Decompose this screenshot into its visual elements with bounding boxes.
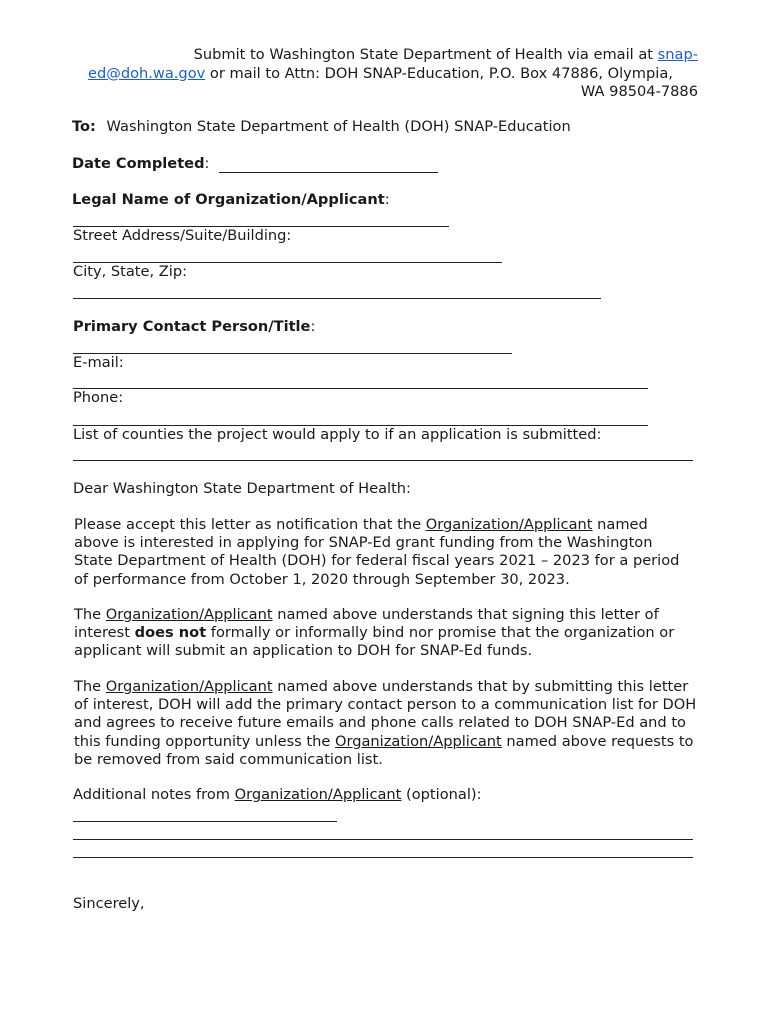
colon: : xyxy=(204,155,210,172)
colon: : xyxy=(310,318,316,335)
date-completed-label-row xyxy=(72,155,209,172)
paragraph-1 xyxy=(74,516,684,589)
to-label: To: xyxy=(72,118,96,135)
city-label: City, State, Zip: xyxy=(73,263,188,280)
notes-text-b: (optional): xyxy=(401,786,482,803)
notes-field-line-3[interactable] xyxy=(73,857,693,858)
email-link-part1[interactable]: snap- xyxy=(657,46,698,63)
mail-address-text: or mail to Attn: DOH SNAP-Education, P.O. Box 47886, Olympia, xyxy=(205,64,673,82)
counties-field[interactable] xyxy=(73,460,693,461)
primary-contact-label-row xyxy=(73,318,315,335)
paragraph-3 xyxy=(74,678,704,769)
counties-label: List of counties the project would apply to if an application is submitted: xyxy=(73,426,602,443)
notes-text-a: Additional notes from xyxy=(73,786,235,803)
p3-text-b: named above understands that by submitting this letter of interest, DOH will add the primary contact person to a communication list for DOH and agrees to receive future emails and phone calls related to DOH SNAP-Ed and to this funding opportunity unless the xyxy=(74,678,697,750)
to-value: Washington State Department of Health (DOH) SNAP-Education xyxy=(106,118,571,135)
date-completed-field[interactable] xyxy=(219,172,438,173)
salutation: Dear Washington State Department of Health: xyxy=(73,480,411,497)
email-field[interactable] xyxy=(73,388,648,389)
notes-field-line-1[interactable] xyxy=(73,821,337,822)
p1-text-b: named above is interested in applying for SNAP-Ed grant funding from the Washington State Department of Health (DOH) for federal fiscal years 2021 – 2023 for a period of performance from October 1, 2020 through September 30, 2023. xyxy=(74,516,680,588)
p2-text-a: The xyxy=(74,606,106,623)
p1-text-a: Please accept this letter as notification that the xyxy=(74,516,426,533)
org-ref: Organization/Applicant xyxy=(105,606,273,623)
p2-text-c: formally or informally bind nor promise that the organization or applicant will submit an application to DOH for SNAP-Ed funds. xyxy=(74,624,675,660)
date-completed-label: Date Completed xyxy=(72,155,205,172)
street-label: Street Address/Suite/Building: xyxy=(73,227,292,244)
legal-name-label-row xyxy=(72,191,390,208)
email-link[interactable]: ed@doh.wa.gov xyxy=(88,64,206,82)
org-ref: Organization/Applicant xyxy=(234,786,402,803)
email-label: E-mail: xyxy=(73,354,124,371)
closing: Sincerely, xyxy=(73,895,145,912)
p3-text-c: named above requests to be removed from said communication list. xyxy=(74,732,694,768)
phone-label: Phone: xyxy=(73,389,124,406)
primary-contact-label: Primary Contact Person/Title xyxy=(73,318,311,335)
p3-text-a: The xyxy=(74,678,106,695)
notes-field-line-2[interactable] xyxy=(73,839,693,840)
org-ref: Organization/Applicant xyxy=(105,678,273,695)
primary-contact-field[interactable] xyxy=(73,353,512,354)
org-ref: Organization/Applicant xyxy=(425,516,593,533)
to-line xyxy=(72,118,571,135)
city-field[interactable] xyxy=(73,298,601,299)
does-not-emphasis: does not xyxy=(134,624,207,642)
mail-zip: WA 98504-7886 xyxy=(580,83,698,100)
instructions-text: Submit to Washington State Department of Health via email at xyxy=(193,46,658,63)
legal-name-label: Legal Name of Organization/Applicant xyxy=(72,191,385,208)
colon: : xyxy=(384,191,390,208)
p2-text-b: named above understands that signing this letter of interest xyxy=(74,606,659,642)
paragraph-2 xyxy=(74,606,704,661)
org-ref: Organization/Applicant xyxy=(335,732,502,750)
notes-label xyxy=(73,786,482,803)
submission-instructions xyxy=(60,46,698,102)
